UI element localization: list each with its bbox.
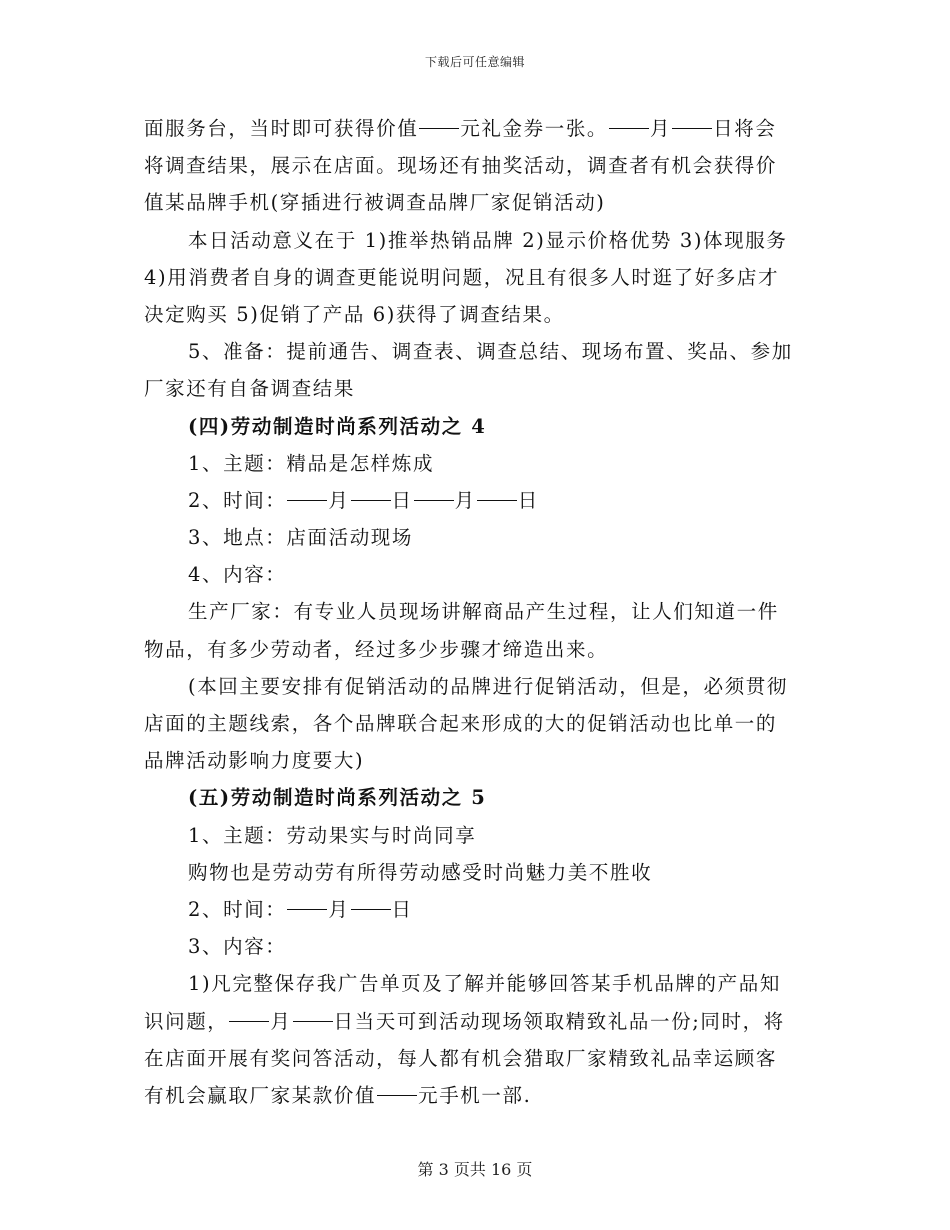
fill-blank (229, 1020, 269, 1022)
paragraph-line: 在店面开展有奖问答活动，每人都有机会猎取厂家精致礼品幸运顾客 (144, 1046, 778, 1070)
text-span: 日将会 (713, 117, 777, 140)
paragraph-line: 物品，有多少劳动者，经过多少步骤才缔造出来。 (144, 637, 609, 661)
document-body (144, 110, 812, 1114)
paragraph-line: 厂家还有自备调查结果 (144, 377, 356, 401)
page-footer: 第 3 页共 16 页 (417, 1160, 533, 1179)
fill-blank (477, 499, 517, 501)
text-span: 日 (517, 488, 539, 512)
list-item: 1、主题：劳动果实与时尚同享 (188, 823, 477, 847)
fill-blank (293, 1020, 333, 1022)
paragraph-line: 品牌活动影响力度要大) (144, 749, 365, 773)
paragraph-line: 4)用消费者自身的调查更能说明问题，况且有很多人时逛了好多店才 (144, 265, 780, 289)
fill-blank (414, 499, 454, 501)
text-span: 面服务台，当时即可获得价值 (144, 117, 419, 140)
page-header: 下载后可任意编辑 (424, 55, 525, 69)
text-span: 2、时间： (188, 488, 287, 512)
text-span: 有机会赢取厂家某款价值 (144, 1083, 377, 1107)
list-item: 3、内容： (188, 935, 287, 959)
paragraph-line (144, 1077, 812, 1114)
paragraph-line: 5、准备：提前通告、调查表、调查总结、现场布置、奖品、参加 (188, 340, 793, 364)
fill-blank (287, 908, 327, 910)
text-span: 月 (270, 1009, 292, 1033)
paragraph-line (144, 1003, 812, 1040)
list-item (144, 891, 812, 928)
text-span: 月 (454, 488, 476, 512)
fill-blank (419, 127, 459, 129)
paragraph-line: 值某品牌手机(穿插进行被调查品牌厂家促销活动) (144, 191, 606, 215)
paragraph-line: 1)凡完整保存我广告单页及了解并能够回答某手机品牌的产品知 (188, 972, 781, 996)
fill-blank (377, 1094, 417, 1096)
paragraph-line: 生产厂家：有专业人员现场讲解商品产生过程，让人们知道一件 (188, 600, 779, 624)
list-item: 1、主题：精品是怎样炼成 (188, 451, 435, 475)
text-span: 月 (328, 488, 350, 512)
paragraph-line: 购物也是劳动劳有所得劳动感受时尚魅力美不胜收 (188, 860, 653, 884)
paragraph-line: 将调查结果，展示在店面。现场还有抽奖活动，调查者有机会获得价 (144, 154, 778, 178)
list-item: 4、内容： (188, 563, 287, 587)
text-span: 日 (391, 488, 413, 512)
paragraph-line: (本回主要安排有促销活动的品牌进行促销活动，但是，必须贯彻 (188, 674, 789, 698)
text-span: 月 (650, 117, 672, 140)
text-span: 日 (391, 897, 413, 921)
section-heading: (四)劳动制造时尚系列活动之 4 (188, 414, 487, 438)
section-heading: (五)劳动制造时尚系列活动之 5 (188, 786, 487, 810)
text-span: 元礼金券一张。 (460, 117, 609, 140)
text-span: 2、时间： (188, 897, 287, 921)
fill-blank (351, 499, 391, 501)
paragraph-line: 决定购买 5)促销了产品 6)获得了调查结果。 (144, 302, 565, 326)
fill-blank (351, 908, 391, 910)
text-span: 月 (328, 897, 350, 921)
fill-blank (287, 499, 327, 501)
fill-blank (672, 127, 712, 129)
text-span: 识问题， (144, 1009, 229, 1033)
fill-blank (609, 127, 649, 129)
list-item (144, 482, 812, 519)
paragraph-line (144, 110, 812, 147)
text-span: 日当天可到活动现场领取精致礼品一份;同时，将 (333, 1009, 785, 1033)
paragraph-line: 店面的主题线索，各个品牌联合起来形成的大的促销活动也比单一的 (144, 712, 778, 735)
list-item: 3、地点：店面活动现场 (188, 526, 414, 550)
paragraph-line: 本日活动意义在于 1)推举热销品牌 2)显示价格优势 3)体现服务 (188, 228, 788, 252)
text-span: 元手机一部. (418, 1083, 532, 1107)
